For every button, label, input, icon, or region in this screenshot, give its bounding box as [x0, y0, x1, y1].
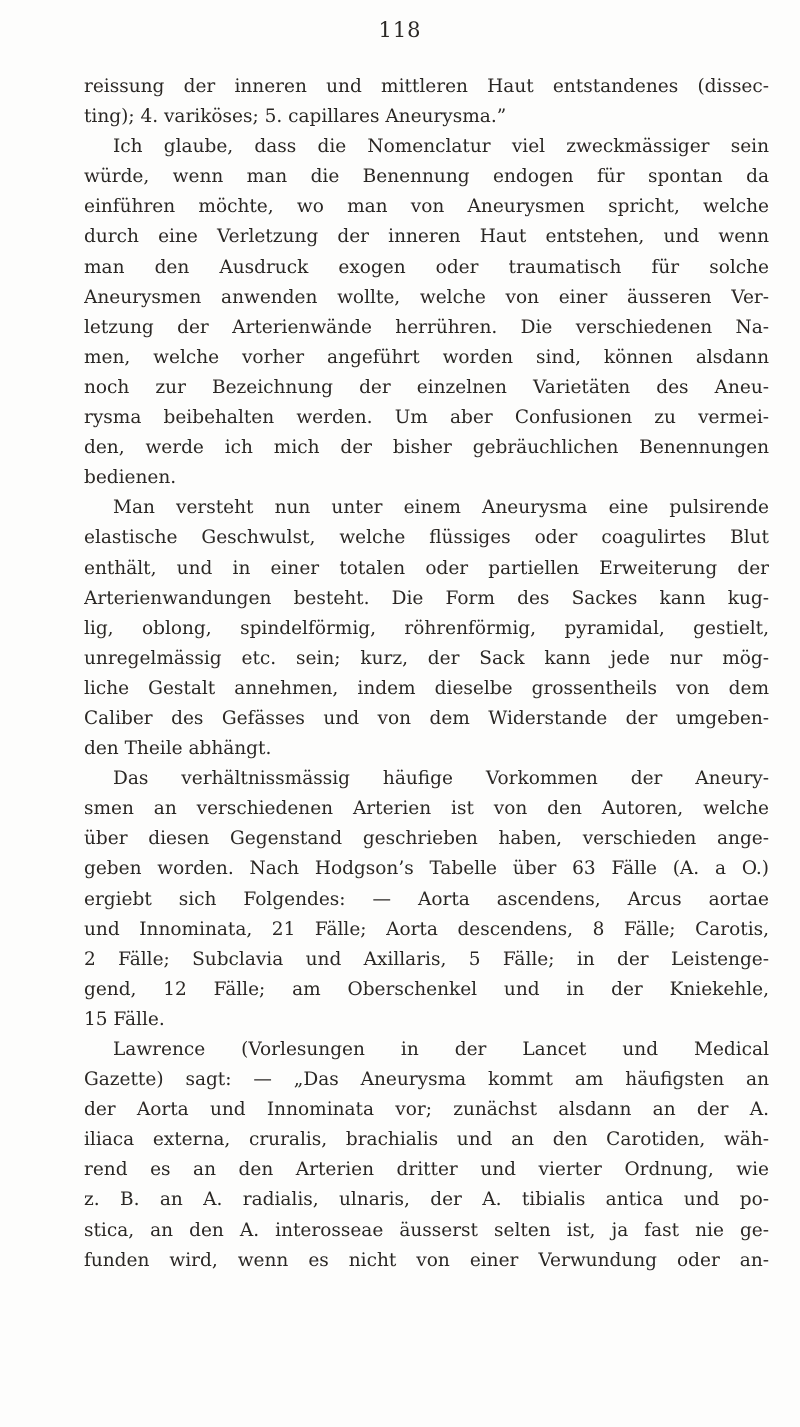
text-line: iliaca externa, cruralis, brachialis und an den Carotiden, wäh-	[84, 1129, 769, 1151]
body-text	[84, 72, 769, 1276]
text-line: reissung der inneren und mittleren Haut entstandenes (dissec-	[84, 76, 769, 97]
text-line: der Aorta und Innominata vor; zunächst alsdann an der A.	[84, 1099, 769, 1121]
text-line: smen an verschiedenen Arterien ist von den Autoren, welche	[84, 798, 769, 820]
text-line: Man versteht nun unter einem Aneurysma eine pulsirende	[113, 497, 769, 519]
text-line: liche Gestalt annehmen, indem dieselbe grossentheils von dem	[84, 677, 769, 699]
text-line: elastische Geschwulst, welche flüssiges oder coagulirtes Blut	[84, 527, 769, 549]
text-line: rend es an den Arterien dritter und vierter Ordnung, wie	[84, 1159, 769, 1181]
text-line: 15 Fälle.	[84, 1008, 165, 1030]
text-line: durch eine Verletzung der inneren Haut entstehen, und wenn	[84, 226, 769, 248]
text-line: Gazette) sagt: — „Das Aneurysma kommt am häufigsten an	[84, 1069, 769, 1091]
text-line: enthält, und in einer totalen oder partiellen Erweiterung der	[84, 557, 769, 579]
text-line: unregelmässig etc. sein; kurz, der Sack kann jede nur mög-	[84, 647, 769, 669]
text-line: über diesen Gegenstand geschrieben haben, verschieden ange-	[84, 828, 769, 850]
text-line: Lawrence (Vorlesungen in der Lancet und Medical	[113, 1039, 769, 1060]
text-line: 2 Fälle; Subclavia und Axillaris, 5 Fälle; in der Leistenge-	[84, 948, 769, 970]
text-line: Aneurysmen anwenden wollte, welche von einer äusseren Ver-	[84, 286, 769, 308]
text-line: ting); 4. variköses; 5. capillares Aneurysma.”	[84, 106, 507, 128]
text-line: Caliber des Gefässes und von dem Widerstande der umgeben-	[84, 707, 769, 729]
text-line: den, werde ich mich der bisher gebräuchlichen Benennungen	[84, 437, 769, 459]
text-line: würde, wenn man die Benennung endogen für spontan da	[84, 166, 769, 188]
text-line: Das verhältnissmässig häufige Vorkommen der Aneury-	[113, 768, 769, 790]
text-line: Ich glaube, dass die Nomenclatur viel zweckmässiger sein	[113, 136, 769, 158]
text-line: ergiebt sich Folgendes: — Aorta ascendens, Arcus aortae	[84, 888, 769, 910]
text-line: und Innominata, 21 Fälle; Aorta descendens, 8 Fälle; Carotis,	[84, 918, 769, 940]
text-line: lig, oblong, spindelförmig, röhrenförmig, pyramidal, gestielt,	[84, 617, 769, 639]
text-line: funden wird, wenn es nicht von einer Verwundung oder an-	[84, 1249, 769, 1271]
text-line: men, welche vorher angeführt worden sind, können alsdann	[84, 346, 769, 368]
text-line: stica, an den A. interosseae äusserst selten ist, ja fast nie ge-	[84, 1219, 769, 1241]
text-line: den Theile abhängt.	[84, 738, 272, 760]
text-line: noch zur Bezeichnung der einzelnen Varietäten des Aneu-	[84, 376, 769, 398]
page-number: 118	[378, 18, 422, 42]
text-line: bedienen.	[84, 467, 177, 489]
text-line: rysma beibehalten werden. Um aber Confusionen zu vermei-	[84, 407, 769, 429]
text-line: man den Ausdruck exogen oder traumatisch für solche	[84, 256, 769, 278]
text-line: z. B. an A. radialis, ulnaris, der A. tibialis antica und po-	[84, 1189, 769, 1211]
text-line: geben worden. Nach Hodgson’s Tabelle über 63 Fälle (A. a O.)	[84, 858, 769, 880]
text-line: Arterienwandungen besteht. Die Form des Sackes kann kug-	[84, 587, 769, 609]
text-line: einführen möchte, wo man von Aneurysmen spricht, welche	[84, 196, 769, 218]
text-line: gend, 12 Fälle; am Oberschenkel und in der Kniekehle,	[84, 978, 769, 1000]
text-line: letzung der Arterienwände herrühren. Die verschiedenen Na-	[84, 316, 769, 338]
